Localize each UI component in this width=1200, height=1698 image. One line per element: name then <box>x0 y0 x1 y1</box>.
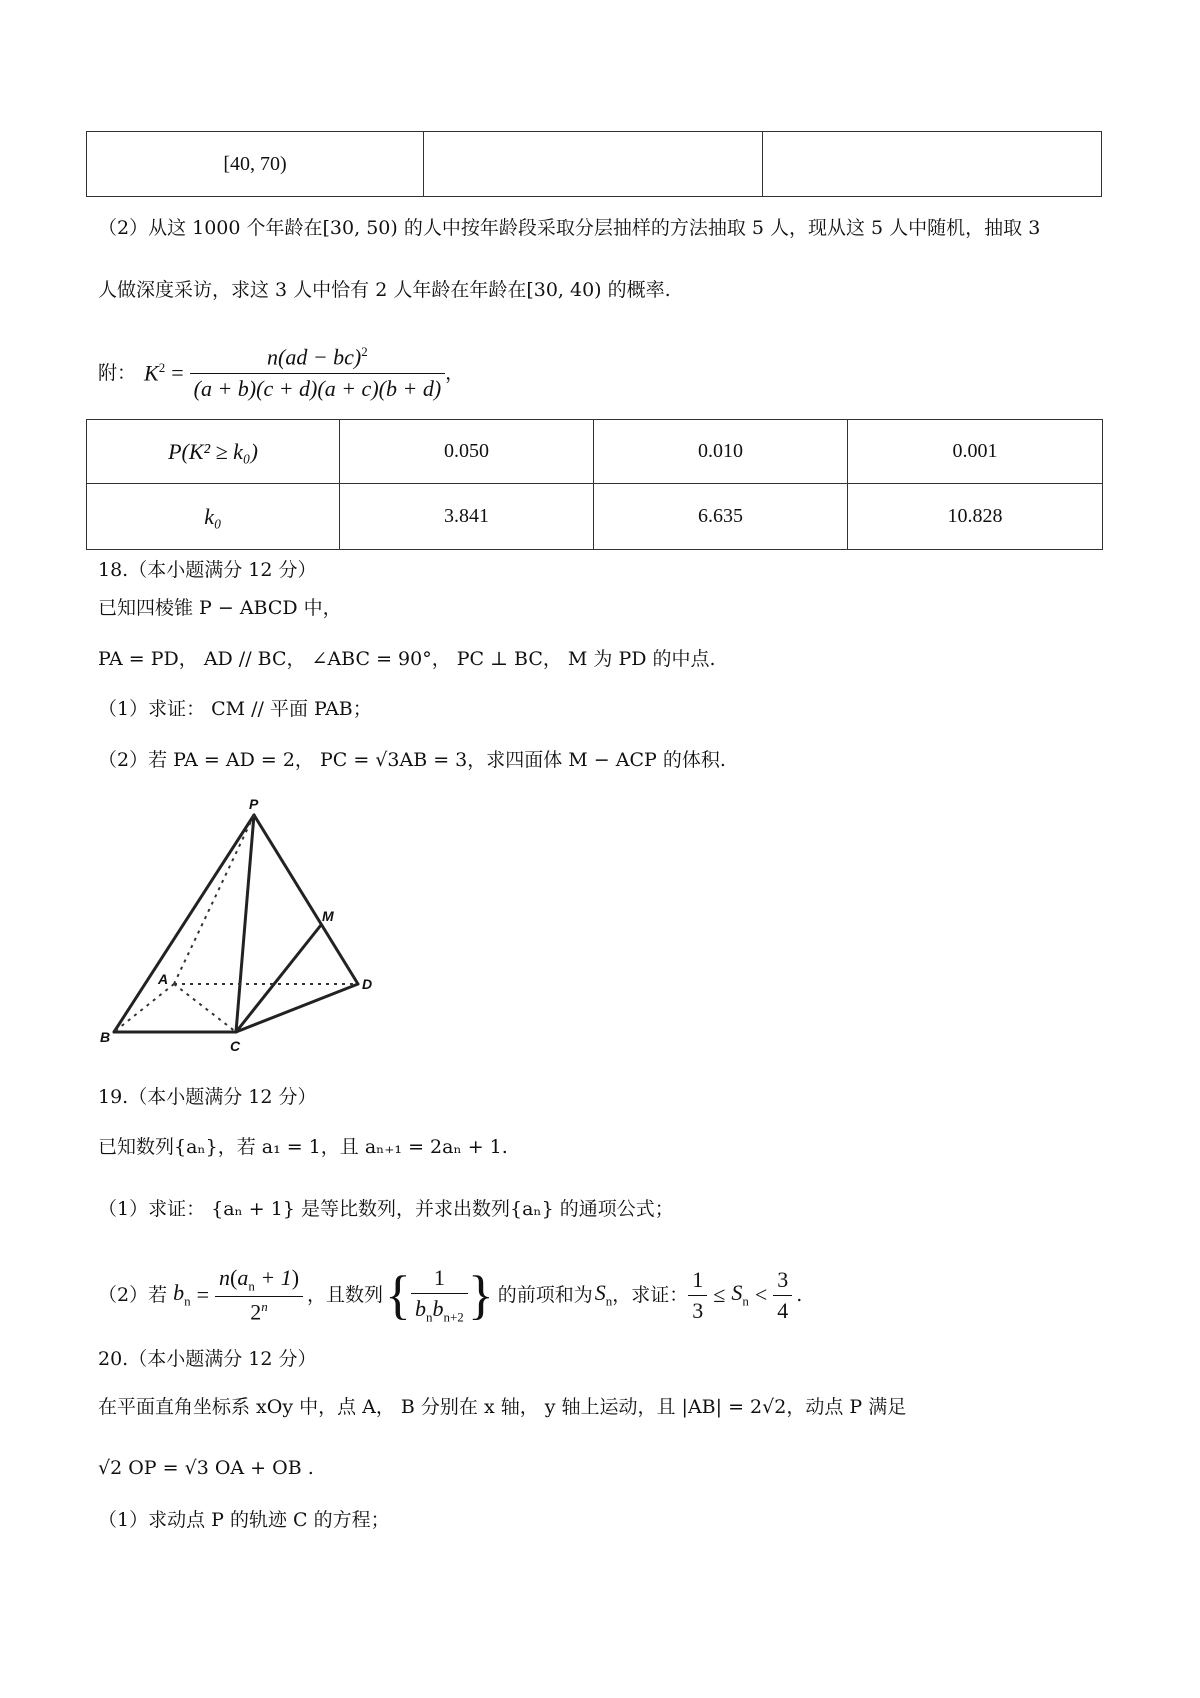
k2-critical-table <box>86 419 1103 550</box>
k2-denominator: (a + b)(c + d)(a + c)(b + d) <box>193 375 442 401</box>
lower-bound-fraction: $\frac{1}{3}$ <box>688 1267 707 1324</box>
k-value-cell: 3.841 <box>340 484 594 550</box>
k2-fraction: $\frac{n(ad - bc)^2}{(a + b)(c + d)(a + c)(b + d)}$ <box>190 344 446 401</box>
edge-pb <box>114 815 254 1032</box>
q20-line1: 在平面直角坐标系 xOy 中，点 A， B 分别在 x 轴， y 轴上运动，且 |AB| = 2√2，动点 P 满足 <box>98 1396 907 1418</box>
prob-row-header: P(K² ≥ k₀) <box>87 420 340 484</box>
pyramid-figure <box>96 795 396 1055</box>
label-m: M <box>322 908 334 924</box>
q20-vector-equation: √2 OP = √3 OA + OB . <box>98 1457 314 1479</box>
q18-part2: （2）若 PA = AD = 2， PC = √3AB = 3，求四面体 M − ACP 的体积. <box>98 749 726 771</box>
age-range-cell: [40, 70) <box>87 132 424 197</box>
q19-line1: 已知数列{aₙ}，若 a₁ = 1，且 aₙ₊₁ = 2aₙ + 1. <box>98 1136 508 1158</box>
upper-bound-fraction: $\frac{3}{4}$ <box>773 1267 792 1324</box>
label-b: B <box>100 1029 111 1045</box>
q20-part1: （1）求动点 P 的轨迹 C 的方程； <box>98 1509 390 1531</box>
edge-pd <box>254 815 358 984</box>
edge-ac-hidden <box>174 984 236 1032</box>
label-d: D <box>362 976 373 992</box>
k2-numerator: n(ad − bc) <box>267 344 362 370</box>
k-value-cell: 6.635 <box>594 484 848 550</box>
q18-line1: 已知四棱锥 P − ABCD 中， <box>98 597 342 619</box>
recip-fraction: $\frac{1}{b_nb_{n+2}}$ <box>411 1265 468 1325</box>
q19-part2: （2）若 $b_n$ = $\frac{n(a_n + 1)}{2^n}$ ，且数列 { $\frac{1}{b_nb_{n+2}}$ } 的前项和为 $S_n$ ，求证： $\frac{1}{3}$ ≤ $S_n$ < $\frac{3}{4}$ . <box>98 1264 803 1325</box>
p-value-cell: 0.010 <box>594 420 848 484</box>
q17-part2-line2: 人做深度采访，求这 3 人中恰有 2 人年龄在年龄在[30, 40) 的概率. <box>98 279 671 301</box>
empty-cell <box>424 132 763 197</box>
q17-part2-line1: （2）从这 1000 个年龄在[30, 50) 的人中按年龄段采取分层抽样的方法抽取 5 人，现从这 5 人中随机，抽取 3 <box>98 217 1041 239</box>
k2-formula: 附： $K^2$ = $\frac{n(ad - bc)^2}{(a + b)(c + d)(a + c)(b + d)}$ ， <box>98 344 465 401</box>
label-a: A <box>158 971 169 987</box>
edge-pc <box>236 815 254 1032</box>
p-value-cell: 0.001 <box>848 420 1103 484</box>
q19-part1: （1）求证： {aₙ + 1} 是等比数列，并求出数列{aₙ} 的通项公式； <box>98 1198 674 1220</box>
q18-header: 18.（本小题满分 12 分） <box>98 559 317 581</box>
label-c: C <box>230 1038 241 1054</box>
p-value-cell: 0.050 <box>340 420 594 484</box>
q20-header: 20.（本小题满分 12 分） <box>98 1348 317 1370</box>
empty-cell <box>763 132 1102 197</box>
edge-ab-hidden <box>114 984 174 1032</box>
k0-row-header: k₀ <box>87 484 340 550</box>
q18-conditions: PA = PD， AD // BC， ∠ABC = 90°， PC ⊥ BC， M 为 PD 的中点. <box>98 648 716 670</box>
age-table-fragment <box>86 131 1102 197</box>
label-p: P <box>249 796 259 812</box>
bn-fraction: $\frac{n(a_n + 1)}{2^n}$ <box>215 1265 303 1326</box>
q19-header: 19.（本小题满分 12 分） <box>98 1086 317 1108</box>
k-value-cell: 10.828 <box>848 484 1103 550</box>
q18-part1: （1）求证： CM // 平面 PAB； <box>98 698 372 720</box>
